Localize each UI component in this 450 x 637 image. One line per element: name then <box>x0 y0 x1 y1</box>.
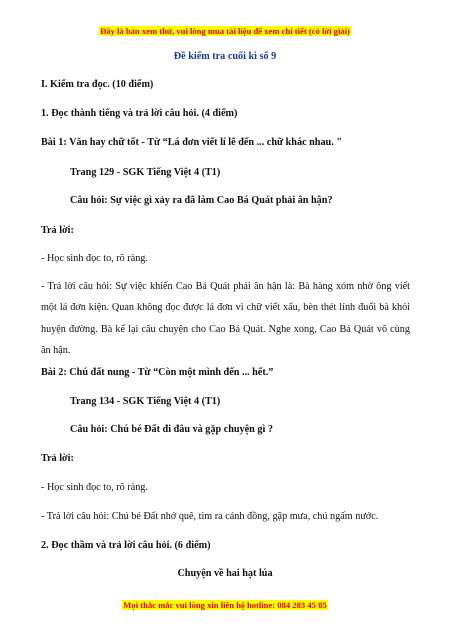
exercise-2-question: Câu hỏi: Chú bé Đất đi đâu và gặp chuyện gì ? <box>70 424 273 435</box>
exercise-1-title: Bài 1: Văn hay chữ tốt - Từ “Lá đơn viết lí lẽ đến ... chữ khác nhau. " <box>41 137 342 148</box>
exercise-1-source: Trang 129 - SGK Tiếng Việt 4 (T1) <box>70 167 221 178</box>
part-heading-silent-reading: 2. Đọc thầm và trả lời câu hỏi. (6 điểm) <box>41 540 211 551</box>
exercise-1-question: Câu hỏi: Sự việc gì xảy ra đã làm Cao Bá Quát phải ân hận? <box>70 195 333 206</box>
story-title: Chuyện về hai hạt lúa <box>177 568 273 579</box>
exercise-1-answer-reading: - Học sinh đọc to, rõ ràng. <box>41 253 148 264</box>
preview-notice-text: Đây là bản xem thử, vui lòng mua tài liệu để xem chi tiết (có lời giải) <box>100 26 350 36</box>
exercise-1-answer-paragraph: - Trả lời câu hỏi: Sự việc khiến Cao Bá Quát phải ân hận là: Bà hàng xóm nhờ ông viết một lá đơn kiện. Quan không đọc được lá đơn vì chữ viết xấu, bèn thét lính đuổi bà khỏi huyện đường. Bà kể lại câu chuyện cho Cao Bá Quát. Nghe xong, Cao Bá Quát vô cùng ân hận. <box>41 281 410 356</box>
exercise-2-answer-reading: - Học sinh đọc to, rõ ràng. <box>41 482 148 493</box>
part-heading-read-aloud: 1. Đọc thành tiếng và trả lời câu hỏi. (4 điểm) <box>41 108 238 119</box>
footer-notice-text: Mọi thắc mắc vui lòng xin liên hệ hotline: 084 283 45 85 <box>123 600 327 610</box>
exercise-2-source: Trang 134 - SGK Tiếng Việt 4 (T1) <box>70 396 221 407</box>
exercise-1-answer-label: Trả lời: <box>41 225 74 236</box>
exercise-2-answer-label: Trả lời: <box>41 453 74 464</box>
exercise-2-answer-question: - Trả lời câu hỏi: Chú bé Đất nhớ quê, tìm ra cánh đồng, gặp mưa, chú ngấm nước. <box>41 511 379 522</box>
preview-notice <box>0 26 450 36</box>
section-heading-reading-test: I. Kiểm tra đọc. (10 điểm) <box>41 79 154 90</box>
exercise-2-title: Bài 2: Chú đất nung - Từ “Còn một mình đến ... hết.” <box>41 367 274 378</box>
document-title: Đề kiểm tra cuối kì số 9 <box>173 51 277 62</box>
footer-notice <box>0 600 450 610</box>
